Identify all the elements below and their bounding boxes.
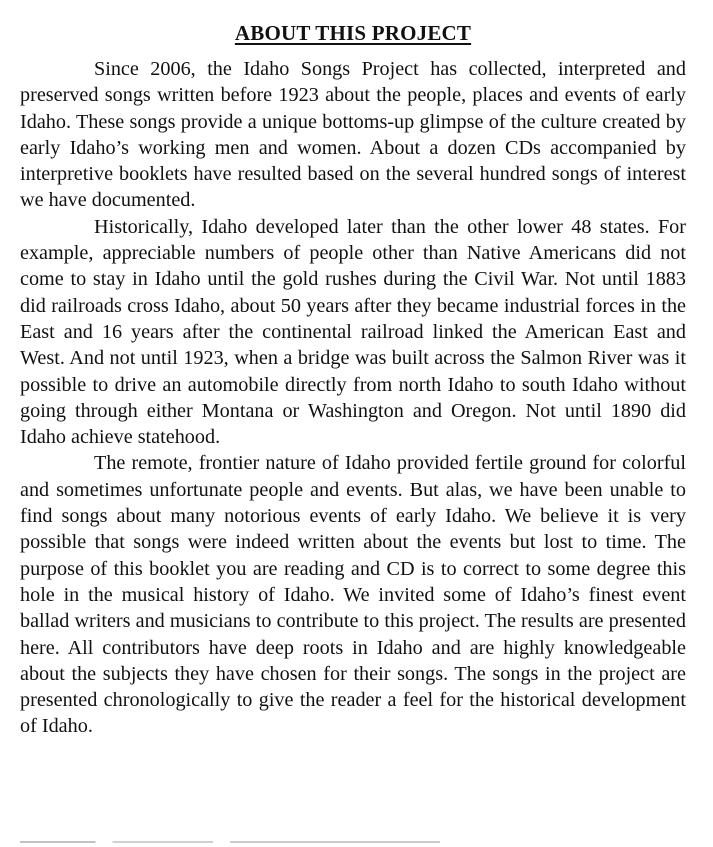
document-page	[20, 18, 686, 740]
paragraph-idaho-history: Historically, Idaho developed later than the other lower 48 states. For example, appreciable numbers of people other than Native Americans did not come to stay in Idaho until the gold rushes during the Civil War. Not until 1883 did railroads cross Idaho, about 50 years after they became industrial forces in the East and 16 years after the continental railroad linked the American East and West. And not until 1923, when a bridge was built across the Salmon River was it possible to drive an automobile directly from north Idaho to south Idaho without going through either Montana or Washington and Oregon. Not until 1890 did Idaho achieve statehood.	[20, 215, 686, 449]
paragraph-project-history: Since 2006, the Idaho Songs Project has collected, interpreted and preserved songs written before 1923 about the people, places and events of early Idaho. These songs provide a unique bottoms-up glimpse of the culture created by early Idaho’s working men and women. About a dozen CDs accompanied by interpretive booklets have resulted based on the several hundred songs of interest we have documented.	[20, 58, 686, 212]
cut-off-next-line	[20, 838, 440, 844]
paragraph-project-purpose: The remote, frontier nature of Idaho provided fertile ground for colorful and sometimes unfortunate people and events. But alas, we have been unable to find songs about many notorious events of early Idaho. We believe it is very possible that songs were indeed written about the events but lost to time. The purpose of this booklet you are reading and CD is to correct to some degree this hole in the musical history of Idaho. We invited some of Idaho’s finest event ballad writers and musicians to contribute to this project. The results are presented here. All contributors have deep roots in Idaho and are highly knowledgeable about the subjects they have chosen for their songs. The songs in the project are presented chronologically to give the reader a feel for the historical development of Idaho.	[20, 452, 686, 738]
document-title: ABOUT THIS PROJECT	[234, 21, 472, 45]
